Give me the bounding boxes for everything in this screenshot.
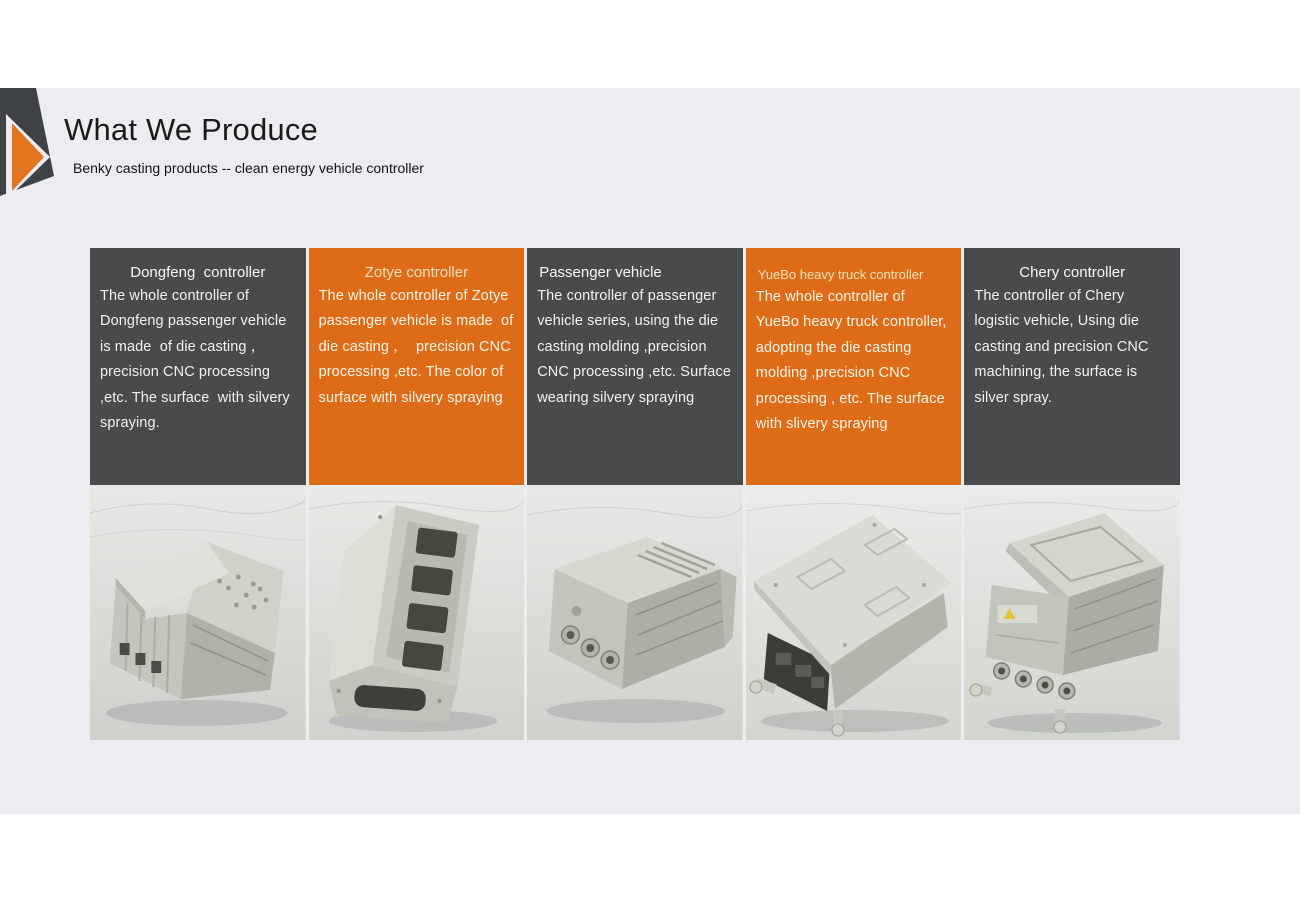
column-chery bbox=[964, 248, 1180, 740]
product-title: Chery controller bbox=[1019, 264, 1126, 281]
product-photo-passenger-vehicle bbox=[527, 485, 743, 740]
panel-chery bbox=[964, 248, 1180, 485]
column-zotye bbox=[309, 248, 525, 740]
product-title: YueBo heavy truck controller bbox=[757, 267, 924, 282]
header bbox=[64, 112, 424, 176]
panel-passenger-vehicle bbox=[527, 248, 743, 485]
page-subtitle: Benky casting products -- clean energy vehicle controller bbox=[73, 160, 424, 176]
panel-zotye bbox=[309, 248, 525, 485]
product-description: The whole controller of Zotye passenger vehicle is made of die casting ， precision CNC processing ,etc. The color of surface with silvery spraying bbox=[318, 288, 518, 406]
product-photo-yuebo bbox=[746, 485, 962, 740]
column-dongfeng bbox=[90, 248, 306, 740]
product-columns bbox=[90, 248, 1180, 740]
page-title: What We Produce bbox=[64, 112, 318, 147]
panel-yuebo bbox=[746, 248, 962, 485]
yuebo-housing-illustration bbox=[746, 485, 962, 740]
column-yuebo bbox=[746, 248, 962, 740]
product-title: Passenger vehicle bbox=[539, 264, 662, 281]
product-photo-chery bbox=[964, 485, 1180, 740]
column-passenger-vehicle bbox=[527, 248, 743, 740]
corner-arrow-decoration bbox=[0, 88, 64, 212]
zotye-housing-illustration bbox=[309, 485, 525, 740]
slide-background bbox=[0, 88, 1300, 814]
product-description: The controller of passenger vehicle series, using the die casting molding ,precision CNC processing ,etc. Surface wearing silvery spraying bbox=[537, 288, 736, 406]
product-photo-dongfeng bbox=[90, 485, 306, 740]
product-description: The whole controller of YueBo heavy truck controller, adopting the die casting molding ,precision CNC processing , etc. The surface with slivery spraying bbox=[755, 289, 951, 433]
product-description: The whole controller of Dongfeng passenger vehicle is made of die casting ， precision CNC processing ,etc. The surface with silvery spraying. bbox=[100, 288, 294, 432]
dongfeng-housing-illustration bbox=[90, 485, 306, 740]
product-title: Zotye controller bbox=[364, 264, 469, 281]
product-title: Dongfeng controller bbox=[130, 264, 266, 281]
product-photo-zotye bbox=[309, 485, 525, 740]
panel-dongfeng bbox=[90, 248, 306, 485]
product-description: The controller of Chery logistic vehicle, Using die casting and precision CNC machining, the surface is silver spray. bbox=[974, 288, 1153, 406]
passenger-housing-illustration bbox=[527, 485, 743, 740]
chery-housing-illustration bbox=[964, 485, 1180, 740]
